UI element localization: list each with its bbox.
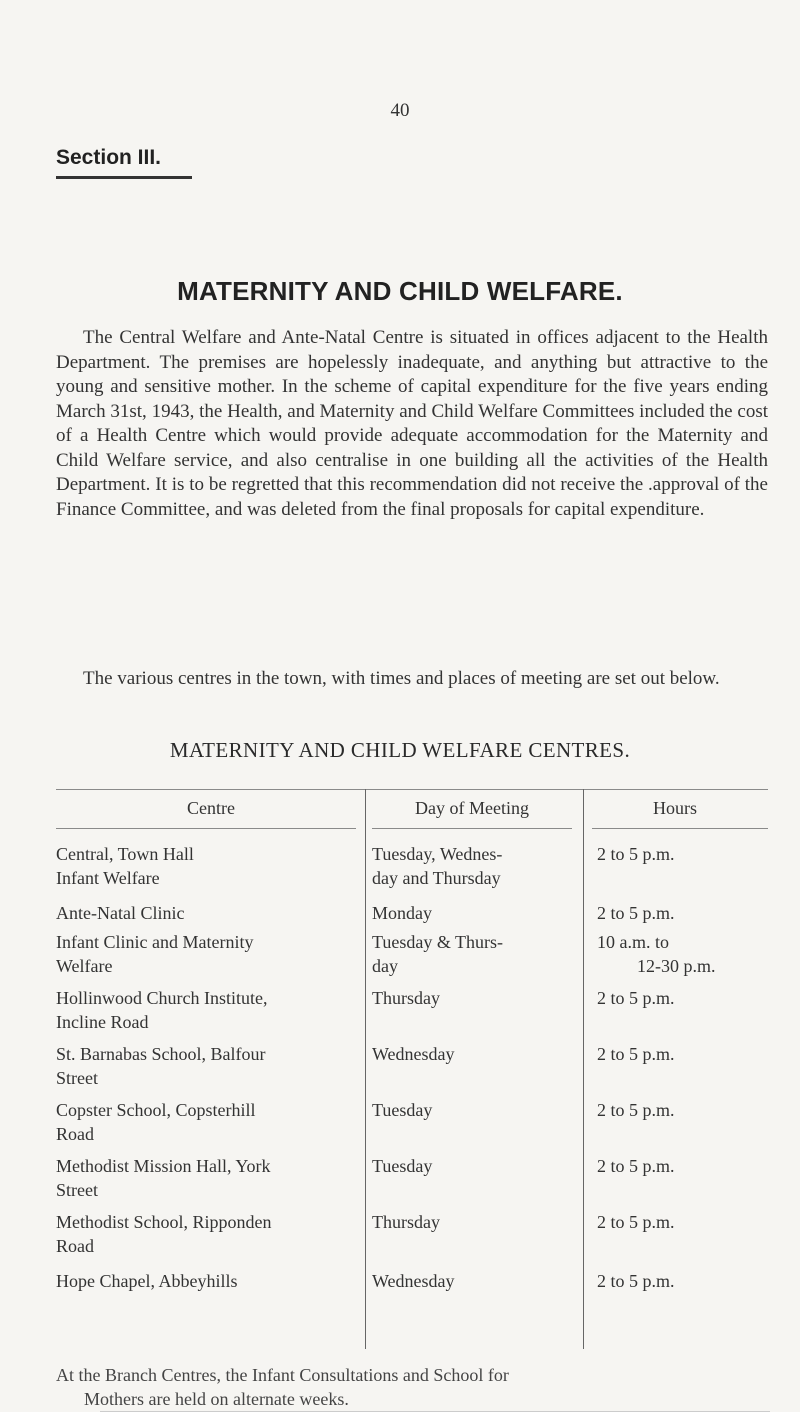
table-cell-centre: Methodist School, Ripponden	[56, 1212, 272, 1232]
table-cell-centre: Infant Clinic and Maternity	[56, 932, 254, 952]
header-hours: Hours	[653, 798, 697, 818]
footnote-line: Mothers are held on alternate weeks.	[84, 1389, 349, 1409]
table-cell-hours: 2 to 5 p.m.	[597, 1212, 675, 1232]
table-cell-centre: Copster School, Copsterhill	[56, 1100, 256, 1120]
header-rule-centre	[56, 828, 356, 829]
section-underline	[56, 176, 192, 179]
header-rule-day	[372, 828, 572, 829]
table-cell-centre: Hope Chapel, Abbeyhills	[56, 1271, 238, 1291]
table-cell-centre: Incline Road	[56, 1012, 149, 1032]
table-cell-hours: 2 to 5 p.m.	[597, 1100, 675, 1120]
page-number: 40	[390, 100, 410, 121]
table-cell-centre: Infant Welfare	[56, 868, 160, 888]
table-cell-day: Tuesday	[372, 1156, 433, 1176]
table-cell-day: Tuesday & Thurs-	[372, 932, 504, 952]
table-cell-centre: St. Barnabas School, Balfour	[56, 1044, 266, 1064]
table-cell-centre: Street	[56, 1068, 98, 1088]
table-title: MATERNITY AND CHILD WELFARE CENTRES.	[169, 738, 631, 762]
table-cell-day: Monday	[372, 903, 432, 923]
column-divider-1	[365, 789, 366, 1349]
table-cell-hours: 2 to 5 p.m.	[597, 903, 675, 923]
column-divider-2	[583, 789, 584, 1349]
table-cell-centre: Central, Town Hall	[56, 844, 194, 864]
intro-paragraph: The Central Welfare and Ante-Natal Centre is situated in offices adjacent to the Health Department. The premises are hopelessly inadequate, and anything but attractive to the young and sensitive mother. In the scheme of capital expenditure for the five years ending March 31st, 1943, the Health, and Maternity and Child Welfare Committees included the cost of a Health Centre which would provide adequate accommodation for the Maternity and Child Welfare service, and also centralise in one building all the activities of the Health Department. It is to be regretted that this recommendation did not receive the .approval of the Finance Committee, and was deleted from the final proposals for capital expenditure.	[56, 327, 768, 520]
page-title: MATERNITY AND CHILD WELFARE.	[177, 276, 623, 306]
footnote	[56, 1363, 776, 1411]
table-cell-day: Tuesday, Wednes-	[372, 844, 503, 864]
table-cell-hours: 2 to 5 p.m.	[597, 844, 675, 864]
table-cell-centre: Ante-Natal Clinic	[56, 903, 185, 923]
footnote-line: At the Branch Centres, the Infant Consultations and School for	[56, 1365, 509, 1385]
table-cell-hours: 2 to 5 p.m.	[597, 1044, 675, 1064]
table-cell-centre: Methodist Mission Hall, York	[56, 1156, 271, 1176]
table-cell-day: Thursday	[372, 988, 440, 1008]
table-cell-day: day	[372, 956, 398, 976]
table-cell-centre: Welfare	[56, 956, 113, 976]
centres-intro-paragraph: The various centres in the town, with times and places of meeting are set out below.	[83, 668, 720, 689]
table-cell-day: Thursday	[372, 1212, 440, 1232]
header-day: Day of Meeting	[415, 798, 529, 818]
table-cell-day: day and Thursday	[372, 868, 501, 888]
table-cell-day: Tuesday	[372, 1100, 433, 1120]
table-cell-hours: 2 to 5 p.m.	[597, 1156, 675, 1176]
table-cell-hours: 10 a.m. to	[597, 932, 669, 952]
table-cell-hours: 2 to 5 p.m.	[597, 988, 675, 1008]
table-cell-day: Wednesday	[372, 1044, 455, 1064]
table-cell-centre: Road	[56, 1236, 94, 1256]
table-top-rule	[56, 789, 768, 790]
section-label: Section III.	[56, 146, 162, 169]
table-cell-centre: Hollinwood Church Institute,	[56, 988, 268, 1008]
table-cell-centre: Road	[56, 1124, 94, 1144]
table-cell-day: Wednesday	[372, 1271, 455, 1291]
table-cell-hours: 2 to 5 p.m.	[597, 1271, 675, 1291]
table-cell-centre: Street	[56, 1180, 98, 1200]
header-centre: Centre	[187, 798, 235, 818]
table-cell-hours: 12-30 p.m.	[637, 956, 716, 976]
header-rule-hours	[592, 828, 768, 829]
